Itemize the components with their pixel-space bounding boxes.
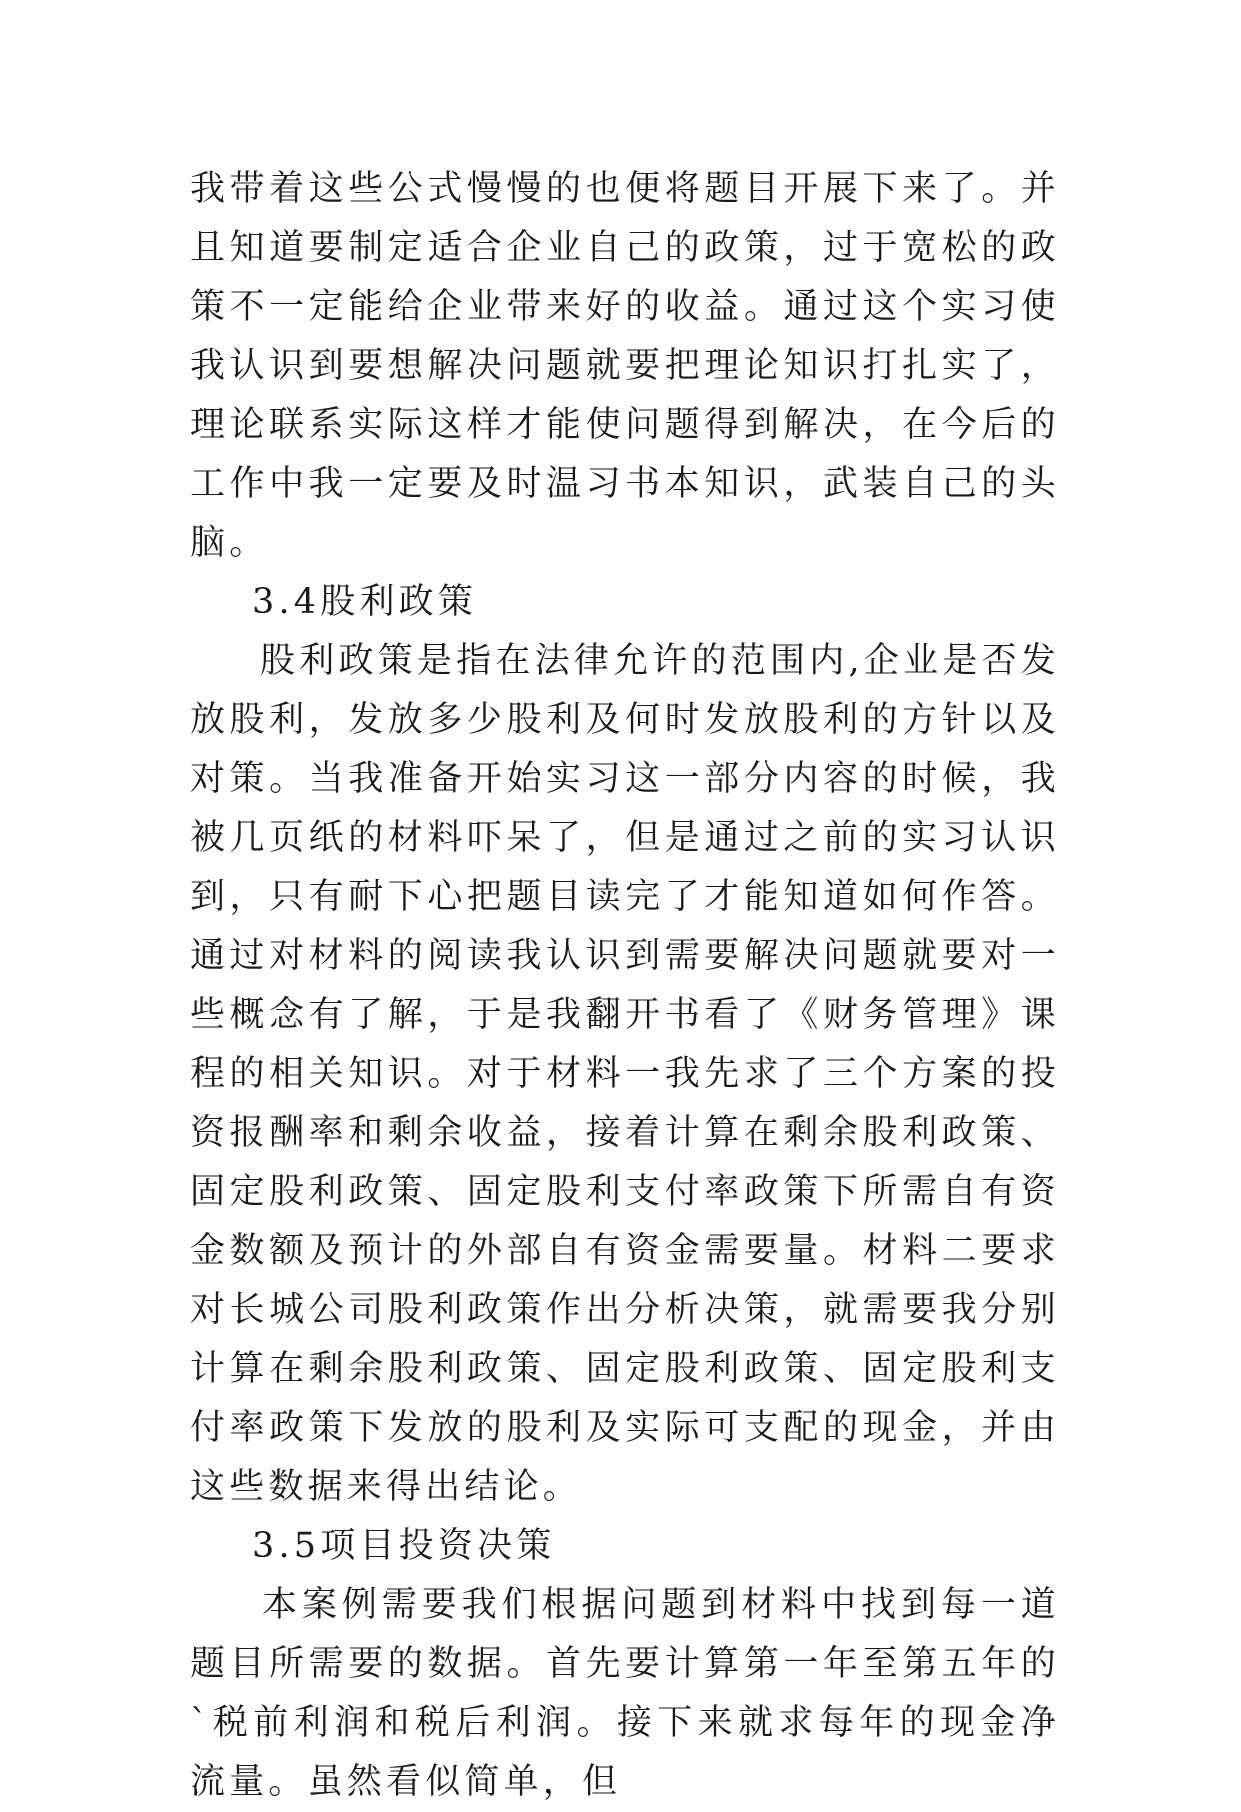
paragraph-continuation: 我带着这些公式慢慢的也便将题目开展下来了。并且知道要制定适合企业自己的政策，过于宽松的政策不一定能给企业带来好的收益。通过这个实习使我认识到要想解决问题就要把理论知识打扎实了，理论联系实际这样才能使问题得到解决，在今后的工作中我一定要及时温习书本知识，武装自己的头脑。 [190,169,1060,563]
section-heading-3-4: 3.4股利政策 [252,582,478,622]
document-body [190,160,1060,1812]
paragraph-project-investment: 本案例需要我们根据问题到材料中找到每一道题目所需要的数据。首先要计算第一年至第五年的`税前利润和税后利润。接下来就求每年的现金净流量。虽然看似简单，但 [190,1585,1060,1802]
section-heading-3-5: 3.5项目投资决策 [252,1526,556,1566]
paragraph-dividend-policy: 股利政策是指在法律允许的范围内,企业是否发放股利，发放多少股利及何时发放股利的方针以及对策。当我准备开始实习这一部分内容的时候，我被几页纸的材料吓呆了，但是通过之前的实习认识到，只有耐下心把题目读完了才能知道如何作答。通过对材料的阅读我认识到需要解决问题就要对一些概念有了解，于是我翻开书看了《财务管理》课程的相关知识。对于材料一我先求了三个方案的投资报酬率和剩余收益，接着计算在剩余股利政策、固定股利政策、固定股利支付率政策下所需自有资金数额及预计的外部自有资金需要量。材料二要求对长城公司股利政策作出分析决策，就需要我分别计算在剩余股利政策、固定股利政策、固定股利支付率政策下发放的股利及实际可支配的现金，并由这些数据来得出结论。 [190,641,1060,1507]
